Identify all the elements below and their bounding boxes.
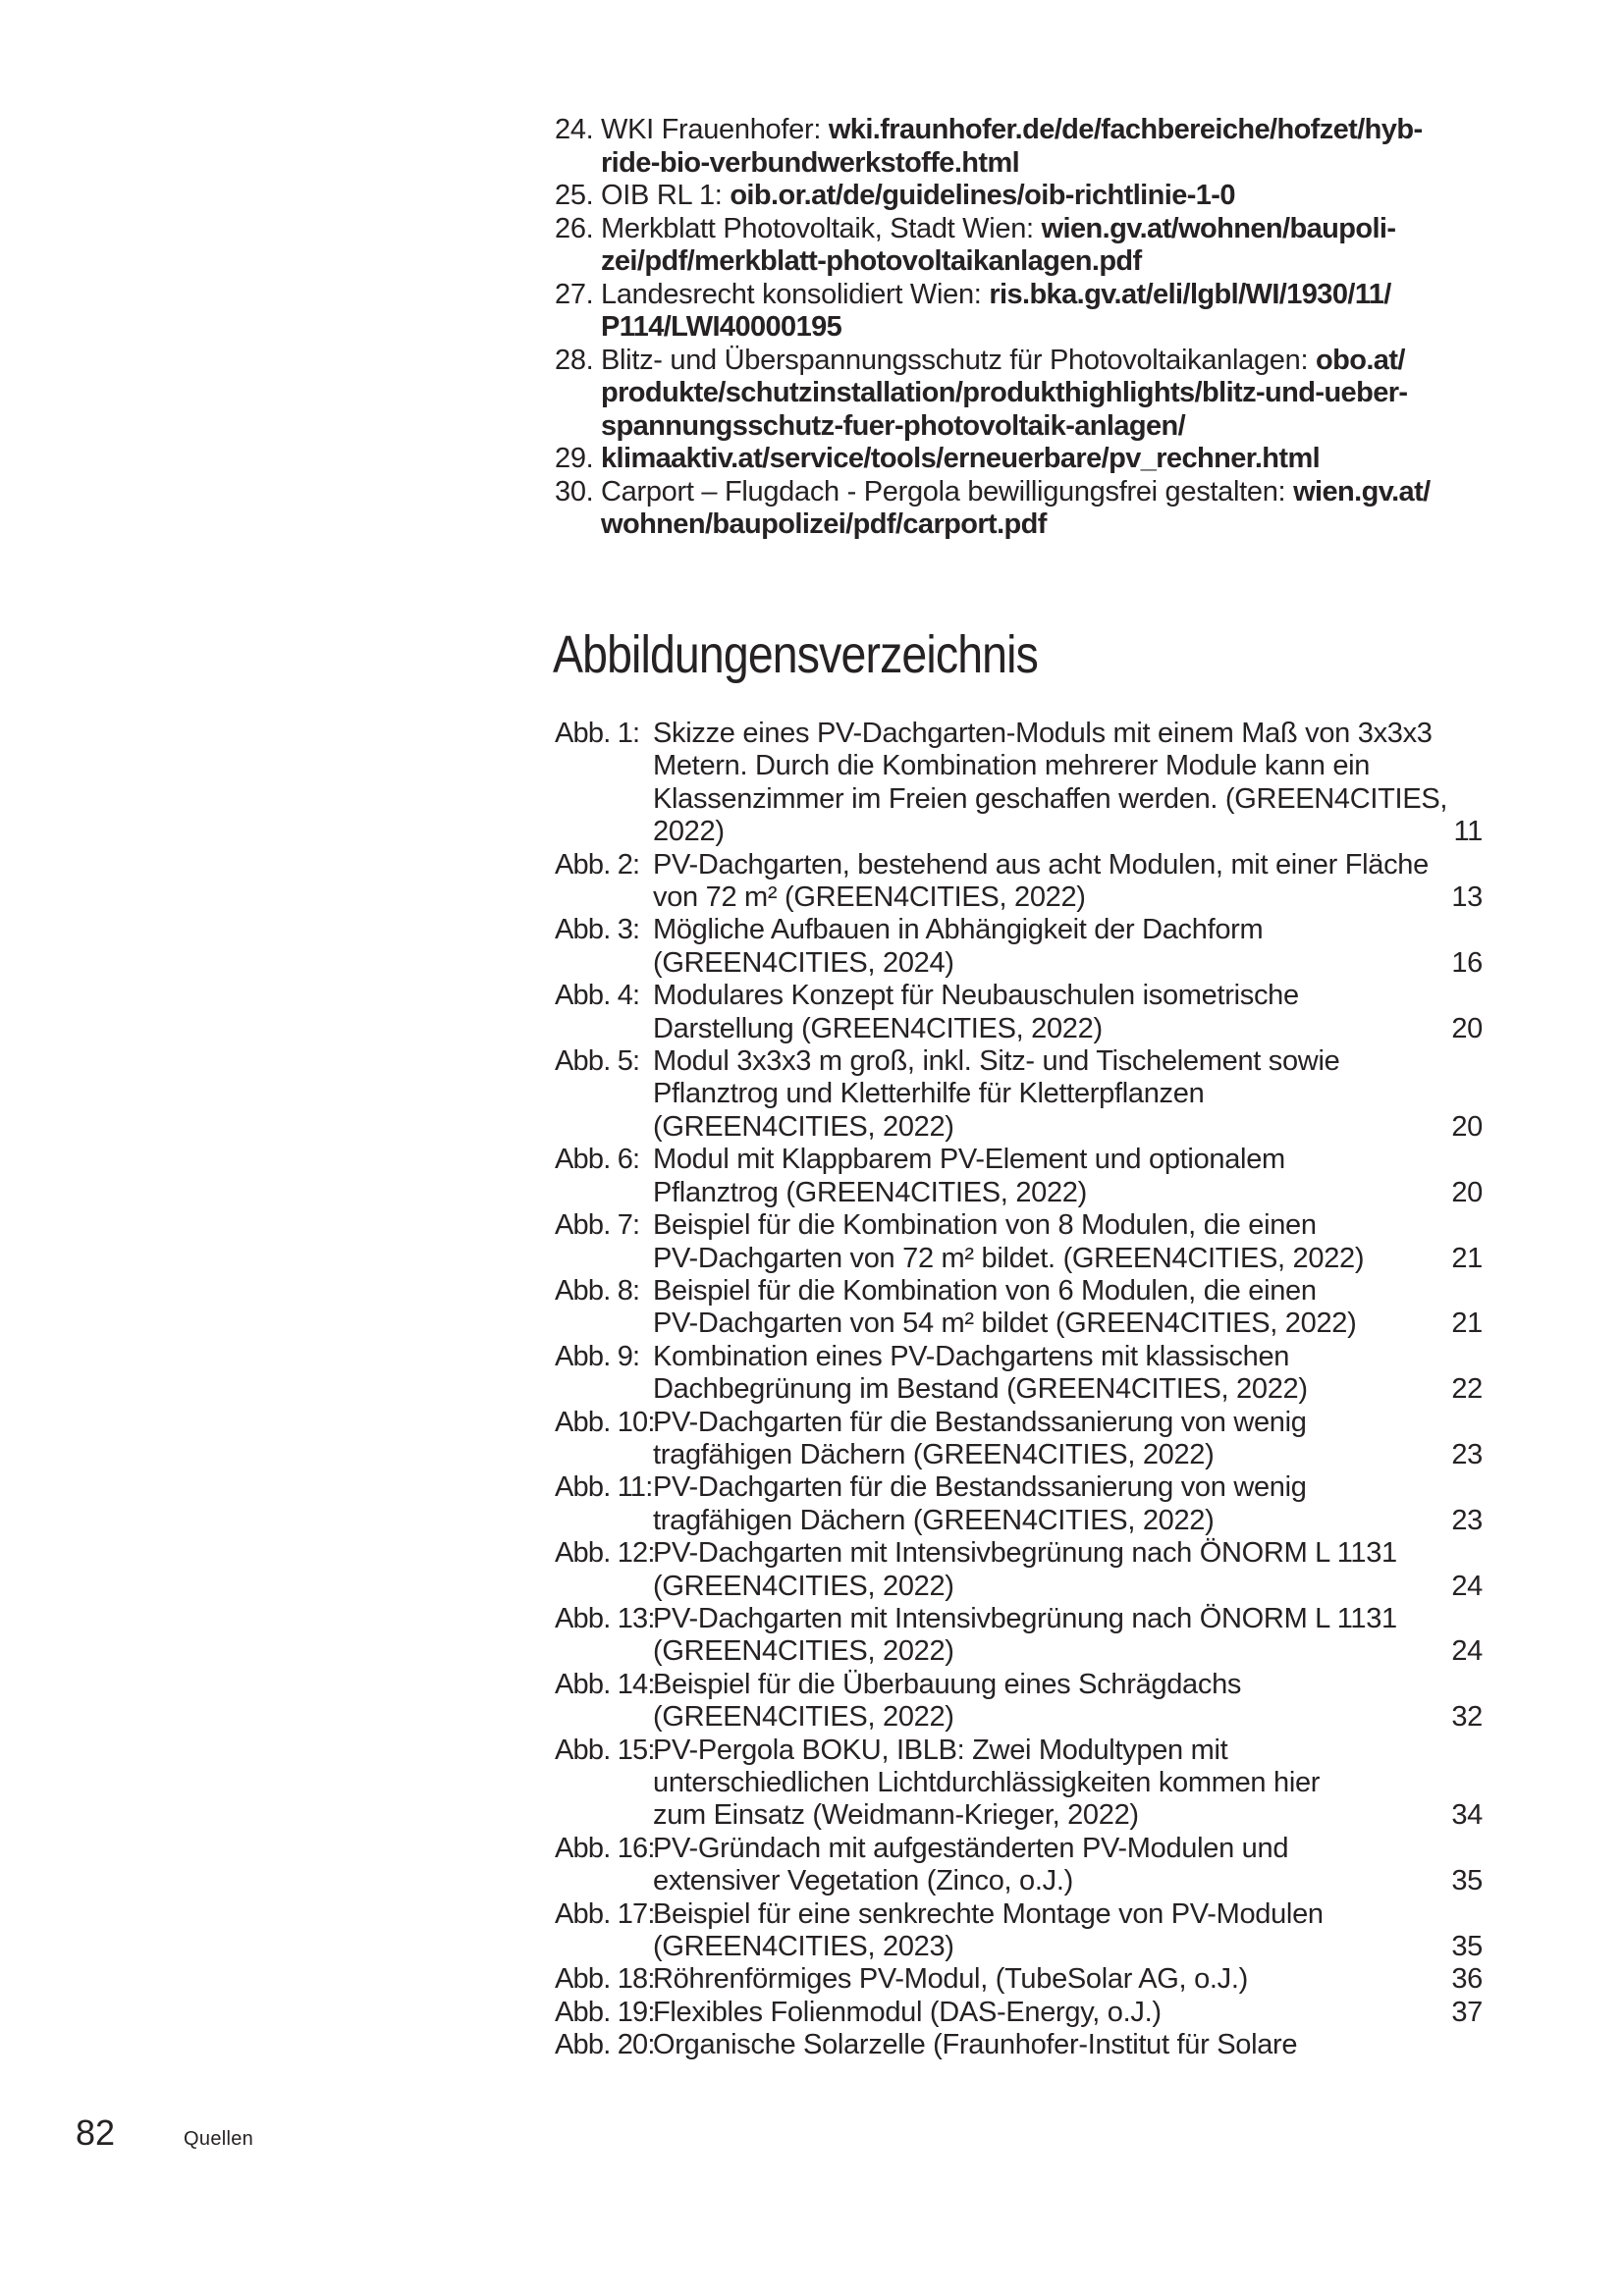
- source-line-url-text: ris.bka.gv.at/eli/lgbl/WI/1930/11/: [989, 278, 1391, 310]
- source-line: [601, 245, 1488, 279]
- figure-caption-line: Metern. Durch die Kombination mehrerer Module kann ein: [653, 750, 1371, 782]
- source-item: [555, 180, 1488, 213]
- source-line-url-text: spannungsschutz-fuer-photovoltaik-anlagen/: [601, 409, 1186, 442]
- figure-caption-line: Dachbegrünung im Bestand (GREEN4CITIES, 2022): [653, 1373, 1308, 1406]
- figure-label: Abb. 12:: [555, 1537, 655, 1570]
- figure-caption-line: PV-Dachgarten mit Intensivbegrünung nach ÖNORM L 1131: [653, 1537, 1397, 1570]
- figure-caption-line: Pflanztrog und Kletterhilfe für Kletterpflanzen: [653, 1078, 1205, 1110]
- figure-label: Abb. 15:: [555, 1734, 655, 1766]
- figure-entry: [555, 1898, 1483, 1964]
- figure-page-number: 24: [1451, 1635, 1483, 1668]
- figure-caption-line: Modul 3x3x3 m groß, inkl. Sitz- und Tischelement sowie: [653, 1045, 1340, 1078]
- figure-label: Abb. 4:: [555, 980, 640, 1012]
- figure-entry: [555, 1735, 1483, 1833]
- figure-label: Abb. 2:: [555, 848, 640, 881]
- source-number: 30.: [555, 475, 594, 507]
- source-text: [601, 213, 1488, 279]
- footer-page-number: 82: [76, 2112, 116, 2153]
- figure-caption-line: PV-Dachgarten von 72 m² bildet. (GREEN4CITIES, 2022): [653, 1242, 1365, 1274]
- source-number: 26.: [555, 212, 594, 244]
- source-line: [601, 345, 1488, 378]
- figure-page-number: 21: [1451, 1308, 1483, 1340]
- figure-entry: [555, 1407, 1483, 1472]
- figure-entry: [555, 1045, 1483, 1144]
- figure-caption-line: Beispiel für eine senkrechte Montage von PV-Modulen: [653, 1897, 1324, 1930]
- source-line-plain-text: Landesrecht konsolidiert Wien:: [601, 278, 990, 310]
- source-line-url-text: P114/LWI40000195: [601, 311, 842, 343]
- figure-caption-line: Skizze eines PV-Dachgarten-Moduls mit einem Maß von 3x3x3: [653, 718, 1433, 749]
- page-footer: [76, 2112, 253, 2154]
- figure-caption-line: Beispiel für die Überbauung eines Schrägdachs: [653, 1668, 1242, 1700]
- figure-entry: [555, 1963, 1483, 1996]
- figure-entry: [555, 1537, 1483, 1603]
- source-line-url-text: klimaaktiv.at/service/tools/erneuerbare/pv_rechner.html: [601, 443, 1321, 474]
- source-line: [601, 377, 1488, 410]
- figure-entry: [555, 1275, 1483, 1341]
- figure-page-number: 16: [1451, 946, 1483, 979]
- source-line: [601, 443, 1488, 476]
- figure-caption-line: PV-Dachgarten für die Bestandssanierung von wenig: [653, 1471, 1307, 1504]
- source-line: [601, 114, 1488, 147]
- figure-entry: [555, 980, 1483, 1045]
- figure-page-number: 11: [1453, 816, 1483, 848]
- figure-caption-line: (GREEN4CITIES, 2022): [653, 1110, 954, 1143]
- figure-label: Abb. 9:: [555, 1340, 640, 1372]
- source-number: 24.: [555, 114, 594, 145]
- source-item: [555, 279, 1488, 345]
- figure-caption-line: Darstellung (GREEN4CITIES, 2022): [653, 1012, 1103, 1044]
- source-number: 27.: [555, 278, 594, 310]
- figure-caption-line: von 72 m² (GREEN4CITIES, 2022): [653, 881, 1086, 914]
- source-line: [601, 279, 1488, 312]
- figure-caption-line: (GREEN4CITIES, 2022): [653, 1635, 954, 1668]
- figure-page-number: 20: [1451, 1110, 1483, 1143]
- figure-caption-line: tragfähigen Dächern (GREEN4CITIES, 2022): [653, 1504, 1215, 1536]
- figure-caption-line: Organische Solarzelle (Fraunhofer-Institut für Solare: [653, 2029, 1298, 2061]
- source-line-url-text: oib.or.at/de/guidelines/oib-richtlinie-1-0: [730, 180, 1235, 211]
- figure-caption-line: tragfähigen Dächern (GREEN4CITIES, 2022): [653, 1438, 1215, 1470]
- figure-label: Abb. 17:: [555, 1897, 655, 1930]
- figure-caption-line: PV-Pergola BOKU, IBLB: Zwei Modultypen mit: [653, 1734, 1228, 1766]
- figure-entry: [555, 1669, 1483, 1735]
- source-line-url-text: wki.fraunhofer.de/de/fachbereiche/hofzet/hyb-: [828, 114, 1423, 145]
- source-text: [601, 443, 1488, 476]
- figure-page-number: 36: [1451, 1963, 1483, 1996]
- figure-caption-line: Röhrenförmiges PV-Modul, (TubeSolar AG, o.J.): [653, 1963, 1248, 1996]
- source-text: [601, 279, 1488, 345]
- figure-label: Abb. 3:: [555, 914, 640, 946]
- figure-entry: [555, 1997, 1483, 2029]
- figure-caption-line: PV-Gründach mit aufgeständerten PV-Modulen und: [653, 1832, 1289, 1864]
- figure-label: Abb. 18:: [555, 1963, 655, 1996]
- figure-caption-line: PV-Dachgarten, bestehend aus acht Modulen, mit einer Fläche: [653, 848, 1429, 881]
- figure-label: Abb. 10:: [555, 1406, 655, 1438]
- figure-caption-line: Kombination eines PV-Dachgartens mit klassischen: [653, 1340, 1290, 1372]
- figure-label: Abb. 1:: [555, 718, 640, 749]
- source-line: [601, 213, 1488, 246]
- source-line: [601, 147, 1488, 181]
- figure-label: Abb. 7:: [555, 1209, 640, 1242]
- figure-caption-line: unterschiedlichen Lichtdurchlässigkeiten kommen hier: [653, 1767, 1321, 1798]
- source-text: [601, 180, 1488, 213]
- figures-list: [555, 718, 1483, 2062]
- figure-page-number: 37: [1451, 1996, 1483, 2028]
- figure-entry: [555, 1603, 1483, 1669]
- figure-entry: [555, 914, 1483, 980]
- source-line-plain-text: WKI Frauenhofer:: [601, 114, 829, 145]
- figure-page-number: 35: [1451, 1865, 1483, 1897]
- figure-caption-line: PV-Dachgarten für die Bestandssanierung von wenig: [653, 1406, 1307, 1438]
- figure-entry: [555, 849, 1483, 915]
- source-line-url-text: produkte/schutzinstallation/produkthighlights/blitz-und-ueber-: [601, 377, 1408, 408]
- source-line-plain-text: Blitz- und Überspannungsschutz für Photovoltaikanlagen:: [601, 344, 1316, 376]
- figure-caption-line: Flexibles Folienmodul (DAS-Energy, o.J.): [653, 1996, 1162, 2028]
- figure-label: Abb. 14:: [555, 1668, 655, 1700]
- source-line-url-text: ride-bio-verbundwerkstoffe.html: [601, 146, 1020, 179]
- source-text: [601, 476, 1488, 542]
- source-line: [601, 180, 1488, 213]
- figure-caption-line: Beispiel für die Kombination von 6 Modulen, die einen: [653, 1274, 1317, 1307]
- source-line-plain-text: Carport – Flugdach - Pergola bewilligungsfrei gestalten:: [601, 475, 1294, 507]
- figure-page-number: 13: [1451, 881, 1483, 914]
- figure-entry: [555, 1833, 1483, 1898]
- figure-page-number: 35: [1451, 1931, 1483, 1963]
- figure-entry: [555, 1209, 1483, 1275]
- figure-page-number: 32: [1451, 1701, 1483, 1734]
- figure-label: Abb. 19:: [555, 1996, 655, 2028]
- figure-caption-line: Klassenzimmer im Freien geschaffen werden. (GREEN4CITIES,: [653, 782, 1448, 815]
- figure-entry: [555, 718, 1483, 849]
- figure-entry: [555, 1144, 1483, 1209]
- figure-caption-line: (GREEN4CITIES, 2024): [653, 946, 954, 979]
- figure-caption-line: Beispiel für die Kombination von 8 Modulen, die einen: [653, 1209, 1317, 1242]
- source-item: [555, 213, 1488, 279]
- source-line-url-text: wien.gv.at/: [1293, 475, 1431, 507]
- source-line: [601, 508, 1488, 542]
- figure-caption-line: Modulares Konzept für Neubauschulen isometrische: [653, 980, 1299, 1012]
- source-item: [555, 476, 1488, 542]
- figure-caption-line: Modul mit Klappbarem PV-Element und optionalem: [653, 1144, 1285, 1176]
- figure-page-number: 24: [1451, 1570, 1483, 1602]
- figure-label: Abb. 5:: [555, 1045, 640, 1078]
- source-text: [601, 114, 1488, 180]
- figure-label: Abb. 20:: [555, 2029, 655, 2061]
- figure-label: Abb. 6:: [555, 1144, 640, 1176]
- figure-page-number: 34: [1451, 1799, 1483, 1832]
- figure-label: Abb. 16:: [555, 1832, 655, 1864]
- source-line-url-text: wohnen/baupolizei/pdf/carport.pdf: [601, 508, 1047, 540]
- figure-label: Abb. 8:: [555, 1274, 640, 1307]
- figure-caption-line: PV-Dachgarten mit Intensivbegrünung nach ÖNORM L 1131: [653, 1602, 1397, 1634]
- footer-section-label: Quellen: [184, 2128, 254, 2150]
- figure-caption-line: 2022): [653, 816, 725, 848]
- sources-list: [555, 114, 1488, 542]
- figure-label: Abb. 11:: [555, 1471, 653, 1504]
- source-item: [555, 345, 1488, 444]
- source-line-url-text: wien.gv.at/wohnen/baupoli-: [1041, 212, 1396, 244]
- figure-caption-line: PV-Dachgarten von 54 m² bildet (GREEN4CITIES, 2022): [653, 1308, 1357, 1340]
- source-line-plain-text: OIB RL 1:: [601, 180, 731, 211]
- figure-caption-line: Pflanztrog (GREEN4CITIES, 2022): [653, 1176, 1087, 1208]
- source-line: [601, 410, 1488, 444]
- figure-label: Abb. 13:: [555, 1602, 655, 1634]
- figure-caption-line: (GREEN4CITIES, 2023): [653, 1931, 954, 1963]
- figure-entry: [555, 1471, 1483, 1537]
- figure-caption-line: (GREEN4CITIES, 2022): [653, 1701, 954, 1734]
- figure-caption-line: zum Einsatz (Weidmann-Krieger, 2022): [653, 1799, 1139, 1832]
- source-line-plain-text: Merkblatt Photovoltaik, Stadt Wien:: [601, 212, 1042, 244]
- figure-page-number: 20: [1451, 1176, 1483, 1208]
- source-item: [555, 114, 1488, 180]
- figure-page-number: 23: [1451, 1504, 1483, 1536]
- source-line: [601, 476, 1488, 509]
- source-text: [601, 345, 1488, 444]
- figure-page-number: 20: [1451, 1012, 1483, 1044]
- figures-heading: Abbildungensverzeichnis: [553, 625, 1038, 684]
- figure-page-number: 22: [1451, 1373, 1483, 1406]
- source-number: 28.: [555, 344, 594, 376]
- figure-caption-line: (GREEN4CITIES, 2022): [653, 1570, 954, 1602]
- source-item: [555, 443, 1488, 476]
- figure-entry: [555, 1341, 1483, 1407]
- source-line-url-text: zei/pdf/merkblatt-photovoltaikanlagen.pdf: [601, 245, 1142, 277]
- figure-entry: [555, 2029, 1483, 2061]
- source-line: [601, 311, 1488, 345]
- figure-caption-line: Mögliche Aufbauen in Abhängigkeit der Dachform: [653, 914, 1264, 946]
- figure-caption-line: extensiver Vegetation (Zinco, o.J.): [653, 1865, 1073, 1897]
- figure-page-number: 21: [1451, 1242, 1483, 1274]
- source-number: 25.: [555, 180, 594, 211]
- source-number: 29.: [555, 443, 594, 474]
- source-line-url-text: obo.at/: [1315, 344, 1405, 376]
- figure-page-number: 23: [1451, 1438, 1483, 1470]
